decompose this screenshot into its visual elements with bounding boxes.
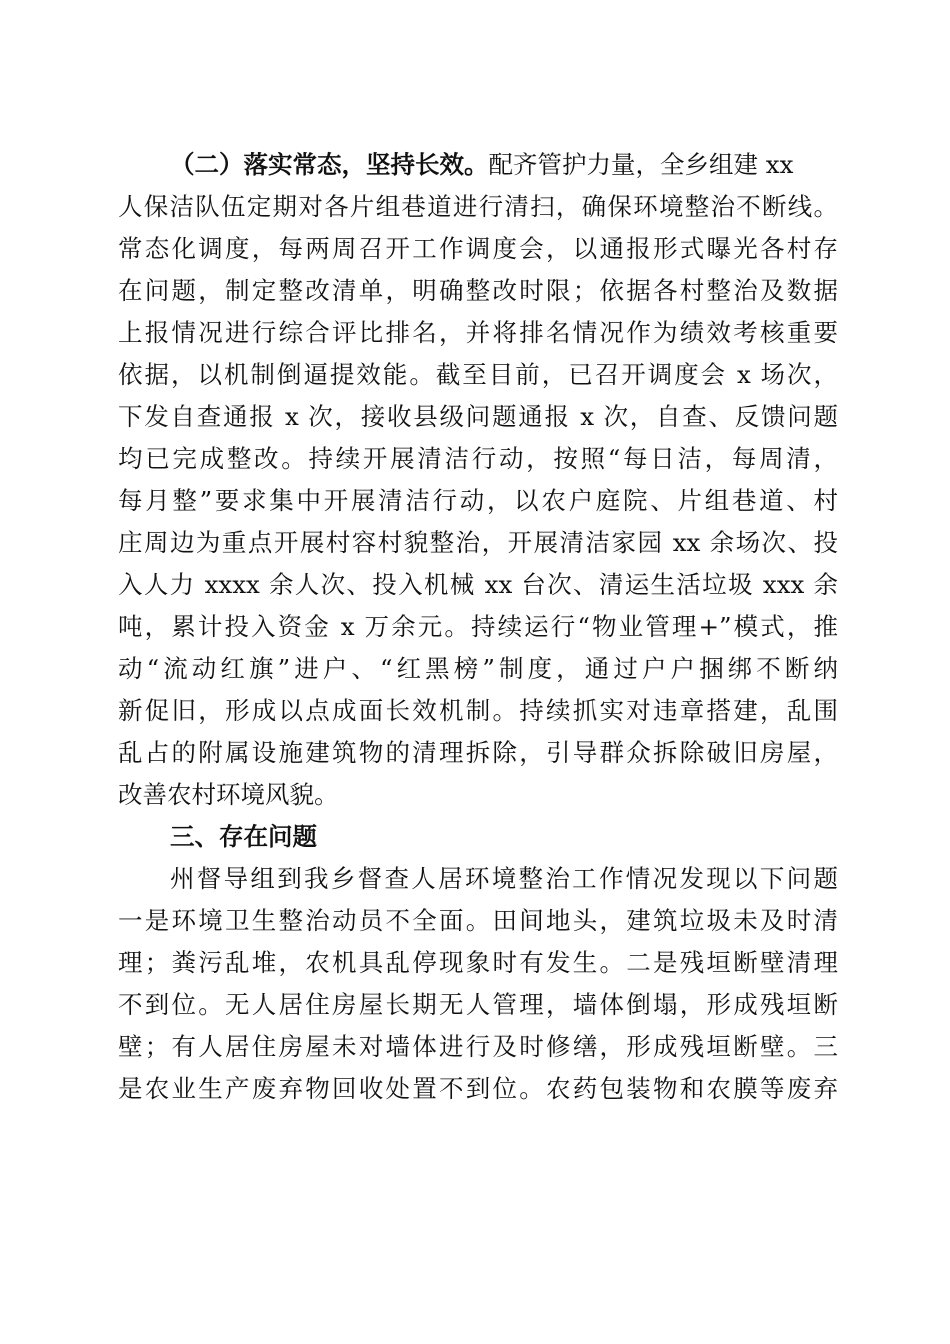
section-2-line-15: 改善农村环境风貌。 xyxy=(118,780,339,809)
section-2-line-4: 上报情况进行综合评比排名，并将排名情况作为绩效考核重要 xyxy=(118,318,838,347)
section-2-line-14: 乱占的附属设施建筑物的清理拆除，引导群众拆除破旧房屋， xyxy=(118,738,838,767)
section-2-line-12: 动“流动红旗”进户、“红黑榜”制度，通过户户捆绑不断纳 xyxy=(118,654,838,683)
section-3-line-4: 壁；有人居住房屋未对墙体进行及时修缮，形成残垣断壁。三 xyxy=(118,1032,838,1061)
section-3-line-3: 不到位。无人居住房屋长期无人管理，墙体倒塌，形成残垣断 xyxy=(118,990,838,1019)
section-2-heading: （二）落实常态，坚持长效。 xyxy=(170,150,489,179)
section-3-line-1: 一是环境卫生整治动员不全面。田间地头，建筑垃圾未及时清 xyxy=(118,906,838,935)
section-2-line-1: 人保洁队伍定期对各片组巷道进行清扫，确保环境整治不断线。 xyxy=(118,192,838,221)
section-2-line-10: 入人力 xxxx 余人次、投入机械 xx 台次、清运生活垃圾 xxx 余 xyxy=(118,570,838,599)
section-3-heading: 三、存在问题 xyxy=(170,822,317,851)
section-2-line-3: 在问题，制定整改清单，明确整改时限；依据各村整治及数据 xyxy=(118,276,838,305)
section-2-line-7: 均已完成整改。持续开展清洁行动，按照“每日洁，每周清， xyxy=(118,444,838,473)
section-2-first-line xyxy=(170,150,838,180)
section-2-line-9: 庄周边为重点开展村容村貌整治，开展清洁家园 xx 余场次、投 xyxy=(118,528,838,557)
section-2-line-5: 依据，以机制倒逼提效能。截至目前，已召开调度会 x 场次， xyxy=(118,360,838,389)
section-3-line-2: 理；粪污乱堆，农机具乱停现象时有发生。二是残垣断壁清理 xyxy=(118,948,838,977)
section-2-line-8: 每月整”要求集中开展清洁行动，以农户庭院、片组巷道、村 xyxy=(118,486,838,515)
section-2-line-6: 下发自查通报 x 次，接收县级问题通报 x 次，自查、反馈问题 xyxy=(118,402,838,431)
section-3-line-0: 州督导组到我乡督查人居环境整治工作情况发现以下问题 xyxy=(170,864,838,893)
section-2-line-2: 常态化调度，每两周召开工作调度会，以通报形式曝光各村存 xyxy=(118,234,838,263)
section-2-line-0: 配齐管护力量，全乡组建 xx xyxy=(488,150,794,179)
section-2-line-13: 新促旧，形成以点成面长效机制。持续抓实对违章搭建，乱围 xyxy=(118,696,838,725)
section-3-line-5: 是农业生产废弃物回收处置不到位。农药包装物和农膜等废弃 xyxy=(118,1074,838,1103)
section-2-line-11: 吨，累计投入资金 x 万余元。持续运行“物业管理+”模式，推 xyxy=(118,612,838,641)
